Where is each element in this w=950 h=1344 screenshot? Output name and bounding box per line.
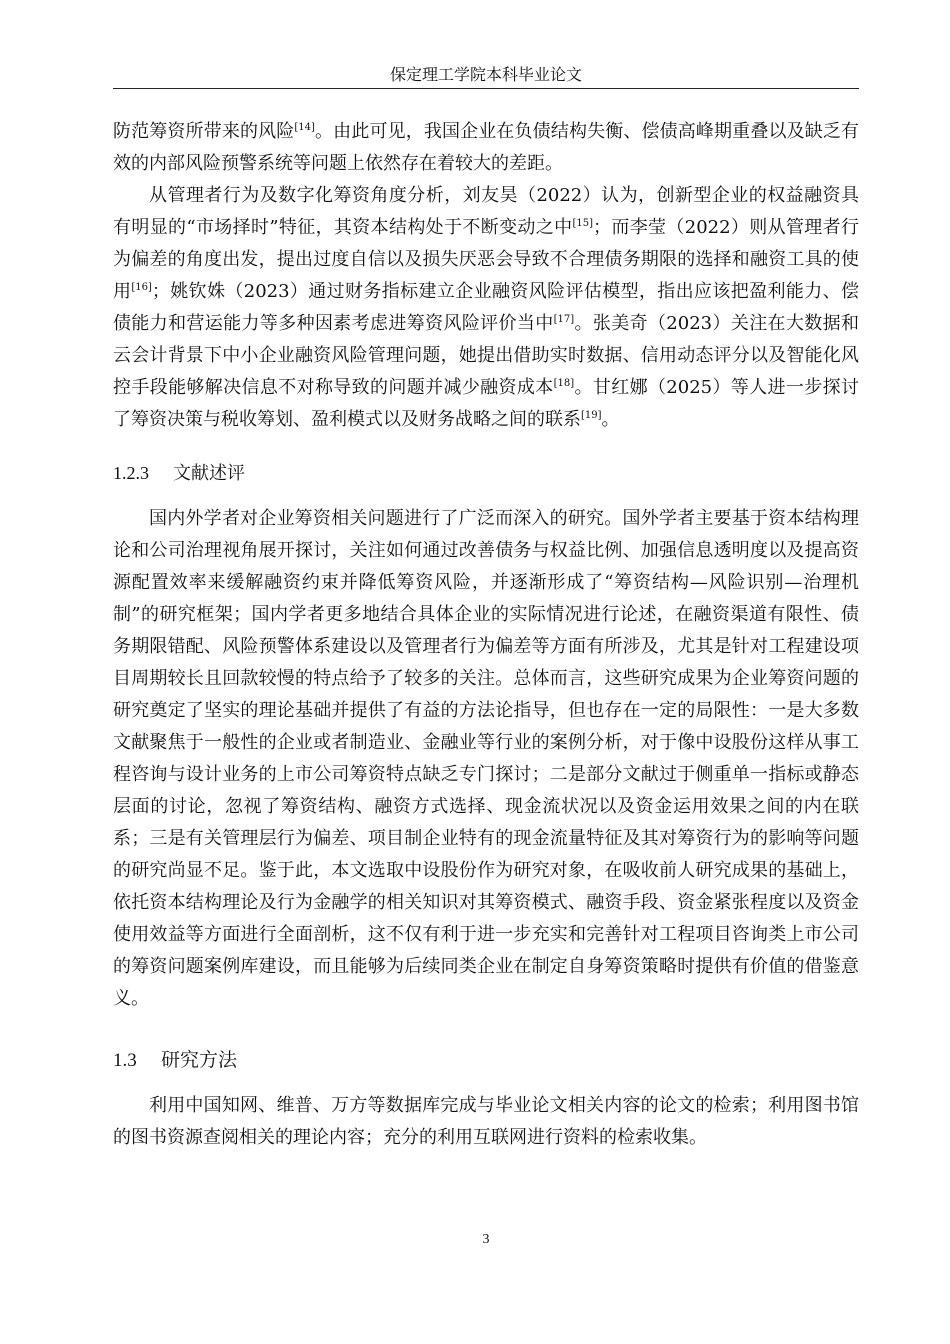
citation-ref: [19] [581, 410, 602, 421]
citation-ref: [17] [553, 314, 575, 325]
section-number: 1.3 [113, 1050, 137, 1071]
section-heading-1-2-3 [113, 458, 859, 489]
citation-ref: [14] [294, 122, 315, 133]
paragraph-3: 国内外学者对企业筹资相关问题进行了广泛而深入的研究。国外学者主要基于资本结构理论和公司治理视角展开探讨，关注如何通过改善债务与权益比例、加强信息透明度以及提高资源配置效率来缓解融资约束并降低筹资风险，并逐渐形成了“筹资结构—风险识别—治理机制”的研究框架；国内学者更多地结合具体企业的实际情况进行论述，在融资渠道有限性、债务期限错配、风险预警体系建设以及管理者行为偏差等方面有所涉及，尤其是针对工程建设项目周期较长且回款较慢的特点给予了较多的关注。总体而言，这些研究成果为企业筹资问题的研究奠定了坚实的理论基础并提供了有益的方法论指导，但也存在一定的局限性：一是大多数文献聚焦于一般性的企业或者制造业、金融业等行业的案例分析，对于像中设股份这样从事工程咨询与设计业务的上市公司筹资特点缺乏专门探讨；二是部分文献过于侧重单一指标或静态层面的讨论，忽视了筹资结构、融资方式选择、现金流状况以及资金运用效果之间的内在联系；三是有关管理层行为偏差、项目制企业特有的现金流量特征及其对筹资行为的影响等问题的研究尚显不足。鉴于此，本文选取中设股份作为研究对象，在吸收前人研究成果的基础上，依托资本结构理论及行为金融学的相关知识对其筹资模式、融资手段、资金紧张程度以及资金使用效益等方面进行全面剖析，这不仅有利于进一步充实和完善针对工程项目咨询类上市公司的筹资问题案例库建设，而且能够为后续同类企业在制定自身筹资策略时提供有价值的借鉴意义。 [113, 508, 859, 1009]
section-title: 研究方法 [161, 1049, 238, 1071]
section-number: 1.2.3 [113, 463, 149, 483]
paragraph-4: 利用中国知网、维普、万方等数据库完成与毕业论文相关内容的论文的检索；利用图书馆的图书资源查阅相关的理论内容；充分的利用互联网进行资料的检索收集。 [113, 1095, 859, 1148]
citation-ref: [15] [572, 218, 593, 229]
paragraph-text: 从管理者行为及数字化筹资角度分析，刘友昊（2022）认为，创新型企业的权益融资具有明显的“市场择时”特征，其资本结构处于不断变动之中 [113, 185, 859, 238]
paragraph-text: 。 [601, 409, 620, 430]
page-header: 保定理工学院本科毕业论文 [389, 65, 582, 84]
header-rule [113, 88, 859, 89]
page-number: 3 [482, 1232, 490, 1247]
paragraph-text: 。甘红娜（2025）等人进一步探讨了筹资决策与税收筹划、盈利模式以及财务战略之间的联系 [113, 377, 859, 430]
paragraph-text: ；姚钦姝（2023）通过财务指标建立企业融资风险评估模型，指出应该把盈利能力、偿债能力和营运能力等多种因素考虑进筹资风险评价当中 [113, 281, 859, 334]
paragraph-1 [113, 116, 859, 180]
citation-ref: [16] [131, 282, 152, 293]
paragraph-2 [113, 180, 859, 436]
page-content [113, 116, 859, 1154]
paragraph-text: ；而李莹（2022）则从管理者行为偏差的角度出发，提出过度自信以及损失厌恶会导致不合理债务期限的选择和融资工具的使用 [113, 217, 859, 302]
paragraph-text: 。由此可见，我国企业在负债结构失衡、偿债高峰期重叠以及缺乏有效的内部风险预警系统等问题上依然存在着较大的差距。 [113, 121, 860, 174]
citation-ref: [18] [553, 378, 575, 389]
paragraph-text: 防范筹资所带来的风险 [113, 121, 295, 142]
section-title: 文献述评 [173, 463, 245, 484]
paragraph-text: 。张美奇（2023）关注在大数据和云会计背景下中小企业融资风险管理问题，她提出借助实时数据、信用动态评分以及智能化风控手段能够解决信息不对称导致的问题并减少融资成本 [113, 313, 859, 398]
section-heading-1-3 [113, 1045, 859, 1076]
